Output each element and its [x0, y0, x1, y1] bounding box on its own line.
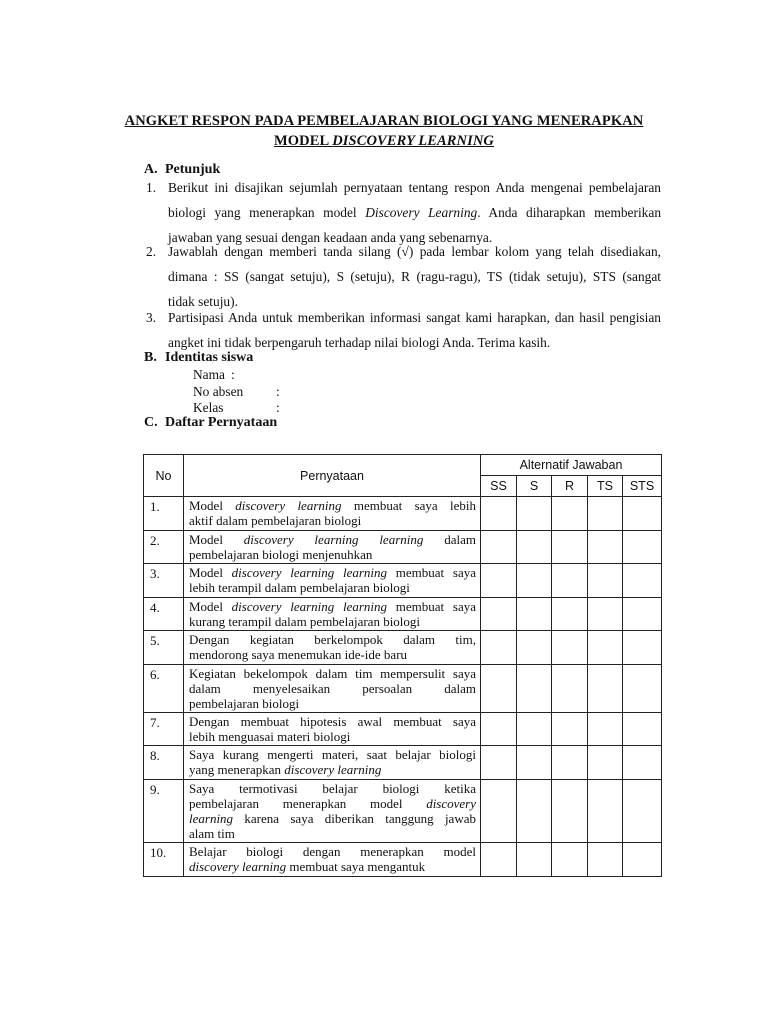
answer-cell-ss[interactable]: [481, 780, 517, 843]
answer-cell-sts[interactable]: [623, 497, 662, 531]
table-row: [144, 598, 662, 631]
statement-line: kurang terampil dalam pembelajaran biologi: [189, 614, 421, 629]
section-a-heading: [144, 162, 220, 178]
statement-line: Saya termotivasi belajar biologi ketika: [189, 781, 476, 796]
table-row: [144, 497, 662, 531]
option-header-ss: SS: [481, 476, 517, 497]
answer-cell-s[interactable]: [517, 713, 552, 746]
statement-cell: [184, 497, 481, 531]
answer-cell-ss[interactable]: [481, 631, 517, 665]
title-prefix: MODEL: [274, 133, 333, 149]
instruction-line: angket ini tidak berpengaruh terhadap nilai biologi Anda. Terima kasih.: [168, 335, 551, 350]
instruction-number: 2.: [146, 244, 157, 259]
document-title-line-2: [0, 133, 768, 150]
statement-line: dalam menyelesaikan persoalan dalam: [189, 681, 476, 696]
italic-term: discovery learning: [189, 859, 287, 874]
section-b-heading: [144, 350, 253, 366]
statement-cell: [184, 531, 481, 564]
answer-cell-r[interactable]: [552, 780, 588, 843]
row-number: 9.: [144, 780, 184, 843]
table-row: [144, 713, 662, 746]
statement-line: [189, 796, 476, 811]
answer-cell-ts[interactable]: [588, 497, 623, 531]
statement-line: lebih terampil dalam pembelajaran biologi: [189, 580, 410, 595]
statement-line: Dengan kegiatan berkelompok dalam tim,: [189, 632, 476, 647]
section-a-letter: A.: [144, 162, 158, 177]
answer-cell-ss[interactable]: [481, 497, 517, 531]
answer-cell-ts[interactable]: [588, 665, 623, 713]
italic-term: discovery learning learning: [243, 532, 424, 547]
answer-cell-s[interactable]: [517, 564, 552, 598]
answer-cell-sts[interactable]: [623, 665, 662, 713]
section-b-letter: B.: [144, 350, 157, 365]
answer-cell-sts[interactable]: [623, 598, 662, 631]
section-a-title: Petunjuk: [165, 162, 221, 177]
option-header-s: S: [517, 476, 552, 497]
statement-cell: [184, 564, 481, 598]
option-header-ts: TS: [588, 476, 623, 497]
title-italic: DISCOVERY LEARNING: [332, 133, 494, 149]
header-no: No: [144, 455, 184, 497]
instruction-number: 3.: [146, 310, 157, 325]
statement-line: [189, 762, 476, 777]
answer-cell-s[interactable]: [517, 531, 552, 564]
answer-cell-s[interactable]: [517, 598, 552, 631]
text-segment: Model: [189, 498, 236, 513]
table-row: [144, 531, 662, 564]
answer-cell-r[interactable]: [552, 746, 588, 780]
answer-cell-s[interactable]: [517, 631, 552, 665]
row-number: 4.: [144, 598, 184, 631]
statement-line: aktif dalam pembelajaran biologi: [189, 513, 362, 528]
text-segment: membuat saya: [387, 599, 476, 614]
statement-line: pembelajaran biologi menjenuhkan: [189, 547, 373, 562]
row-number: 3.: [144, 564, 184, 598]
row-number: 7.: [144, 713, 184, 746]
statement-cell: [184, 631, 481, 665]
statement-cell: [184, 780, 481, 843]
statement-line: Saya kurang mengerti materi, saat belajar biologi: [189, 747, 476, 762]
table-row: [144, 843, 662, 877]
text-segment: pembelajaran menerapkan model: [189, 796, 427, 811]
instruction-line: Berikut ini disajikan sejumlah pernyataan tentang respon Anda mengenai pembelajaran: [168, 180, 661, 195]
table-row: [144, 564, 662, 598]
statement-table: [143, 454, 662, 877]
instruction-line: [168, 205, 661, 221]
italic-term: discovery learning learning: [231, 565, 388, 580]
statement-line: [189, 532, 476, 547]
answer-cell-ss[interactable]: [481, 746, 517, 780]
answer-cell-ts[interactable]: [588, 531, 623, 564]
row-number: 6.: [144, 665, 184, 713]
text-segment: membuat saya lebih: [341, 498, 477, 513]
answer-cell-s[interactable]: [517, 843, 552, 877]
answer-cell-ss[interactable]: [481, 665, 517, 713]
italic-term: learning: [189, 811, 234, 826]
answer-cell-sts[interactable]: [623, 746, 662, 780]
answer-cell-sts[interactable]: [623, 780, 662, 843]
answer-cell-s[interactable]: [517, 497, 552, 531]
section-c-letter: C.: [144, 415, 158, 430]
answer-cell-ts[interactable]: [588, 746, 623, 780]
identity-field-colon: :: [276, 384, 280, 399]
instruction-line: jawaban yang sesuai dengan keadaan anda yang sebenarnya.: [168, 230, 493, 245]
italic-term: Discovery Learning: [365, 205, 478, 220]
row-number: 5.: [144, 631, 184, 665]
italic-term: discovery learning learning: [231, 599, 388, 614]
answer-cell-ss[interactable]: [481, 564, 517, 598]
statement-line: [189, 565, 476, 580]
identity-field-colon: :: [276, 400, 280, 415]
statement-line: [189, 599, 476, 614]
statement-line: Belajar biologi dengan menerapkan model: [189, 844, 476, 859]
answer-cell-r[interactable]: [552, 665, 588, 713]
instruction-line: Partisipasi Anda untuk memberikan informasi sangat kami harapkan, dan hasil pengisian: [168, 310, 661, 325]
row-number: 10.: [144, 843, 184, 877]
statement-cell: [184, 598, 481, 631]
answer-cell-ts[interactable]: [588, 598, 623, 631]
table-row: [144, 746, 662, 780]
answer-cell-ss[interactable]: [481, 598, 517, 631]
answer-cell-r[interactable]: [552, 631, 588, 665]
text-segment: dalam: [423, 532, 476, 547]
table-row: [144, 780, 662, 843]
identity-field-colon: :: [231, 367, 235, 382]
statement-line: Dengan membuat hipotesis awal membuat saya: [189, 714, 476, 729]
statement-cell: [184, 843, 481, 877]
statement-cell: [184, 713, 481, 746]
statement-cell: [184, 665, 481, 713]
answer-cell-ss[interactable]: [481, 843, 517, 877]
identity-field-label: No absen: [193, 384, 244, 399]
answer-cell-ts[interactable]: [588, 713, 623, 746]
answer-cell-r[interactable]: [552, 713, 588, 746]
answer-cell-sts[interactable]: [623, 564, 662, 598]
answer-cell-ts[interactable]: [588, 780, 623, 843]
text-segment: karena saya diberikan tanggung jawab: [233, 811, 476, 826]
section-c-heading: [144, 415, 277, 431]
statement-line: alam tim: [189, 826, 235, 841]
answer-cell-s[interactable]: [517, 746, 552, 780]
answer-cell-r[interactable]: [552, 564, 588, 598]
answer-cell-ss[interactable]: [481, 531, 517, 564]
option-header-r: R: [552, 476, 588, 497]
answer-cell-sts[interactable]: [623, 531, 662, 564]
italic-term: discovery learning: [235, 498, 342, 513]
answer-cell-ss[interactable]: [481, 713, 517, 746]
statement-line: mendorong saya menemukan ide-ide baru: [189, 647, 408, 662]
option-header-sts: STS: [623, 476, 662, 497]
row-number: 8.: [144, 746, 184, 780]
row-number: 1.: [144, 497, 184, 531]
text-segment: Model: [189, 565, 232, 580]
answer-cell-ts[interactable]: [588, 564, 623, 598]
answer-cell-s[interactable]: [517, 665, 552, 713]
answer-cell-ts[interactable]: [588, 843, 623, 877]
header-answers: Alternatif Jawaban: [481, 455, 662, 476]
document-title-line-1: ANGKET RESPON PADA PEMBELAJARAN BIOLOGI YANG MENERAPKAN: [124, 113, 644, 129]
statement-line: Kegiatan bekelompok dalam tim mempersulit saya: [189, 666, 476, 681]
table-row: [144, 631, 662, 665]
answer-cell-sts[interactable]: [623, 713, 662, 746]
statement-line: [189, 498, 476, 513]
answer-cell-sts[interactable]: [623, 631, 662, 665]
text-segment: biologi yang menerapkan model: [168, 205, 366, 220]
answer-cell-ts[interactable]: [588, 631, 623, 665]
header-statement: Pernyataan: [184, 455, 481, 497]
statement-line: pembelajaran biologi: [189, 696, 300, 711]
table-row: [144, 665, 662, 713]
answer-cell-r[interactable]: [552, 531, 588, 564]
identity-field-label: Kelas: [193, 400, 224, 415]
answer-cell-r[interactable]: [552, 843, 588, 877]
statement-line: [189, 811, 476, 826]
identity-field-label: Nama: [193, 367, 225, 382]
section-c-title: Daftar Pernyataan: [165, 415, 278, 430]
text-segment: . Anda diharapkan memberikan: [477, 205, 662, 220]
instruction-line: dimana : SS (sangat setuju), S (setuju), R (ragu-ragu), TS (tidak setuju), STS (sangat: [168, 269, 661, 284]
row-number: 2.: [144, 531, 184, 564]
text-segment: membuat saya: [387, 565, 476, 580]
text-segment: membuat saya mengantuk: [286, 859, 426, 874]
text-segment: Model: [189, 599, 232, 614]
italic-term: discovery: [426, 796, 476, 811]
section-b-title: Identitas siswa: [165, 350, 254, 365]
text-segment: yang menerapkan: [189, 762, 285, 777]
answer-cell-r[interactable]: [552, 598, 588, 631]
instruction-number: 1.: [146, 180, 157, 195]
answer-cell-s[interactable]: [517, 780, 552, 843]
instruction-line: Jawablah dengan memberi tanda silang (√) pada lembar kolom yang telah disediakan,: [168, 244, 661, 259]
answer-cell-r[interactable]: [552, 497, 588, 531]
statement-line: [189, 859, 476, 874]
statement-line: lebih menguasai materi biologi: [189, 729, 351, 744]
italic-term: discovery learning: [284, 762, 382, 777]
statement-cell: [184, 746, 481, 780]
instruction-line: tidak setuju).: [168, 294, 238, 309]
text-segment: Model: [189, 532, 244, 547]
answer-cell-sts[interactable]: [623, 843, 662, 877]
